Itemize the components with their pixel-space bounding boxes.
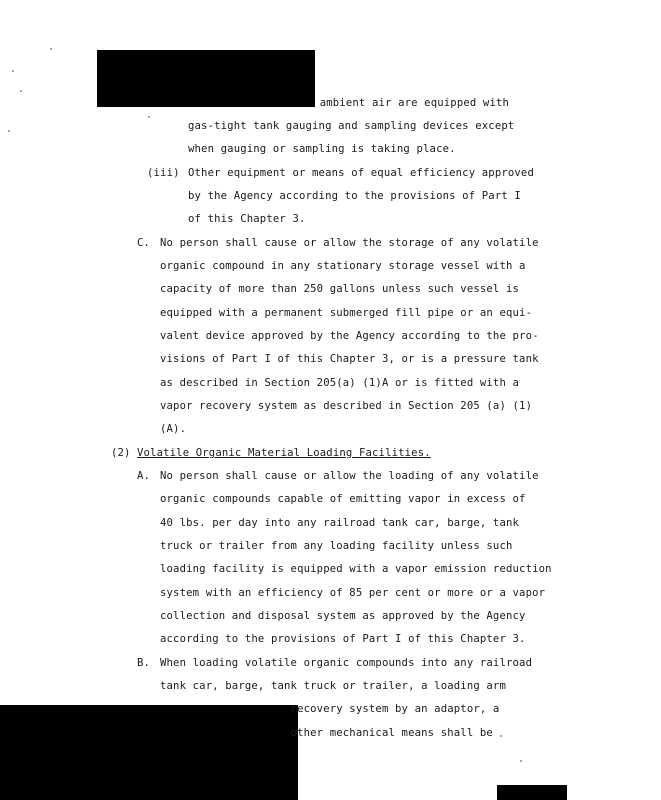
text-line: No person shall cause or allow the loading of any volatile <box>160 470 539 482</box>
text-line: according to the provisions of Part I of this Chapter 3. <box>160 633 526 645</box>
item-marker: C. <box>137 237 151 249</box>
item-marker: B. <box>137 657 151 669</box>
text-line: 40 lbs. per day into any railroad tank car, barge, tank <box>160 517 520 529</box>
section-heading: Volatile Organic Material Loading Facilities. <box>137 447 431 459</box>
text-line: loading facility is equipped with a vapor emission reduction <box>160 563 552 575</box>
text-line: collection and disposal system as approved by the Agency <box>160 610 526 622</box>
text-line: vapor recovery system as described in Section 205 (a) (1) <box>160 400 533 412</box>
item-marker: (iii) <box>147 167 180 179</box>
text-line: capacity of more than 250 gallons unless such vessel is <box>160 283 520 295</box>
scan-speck <box>148 116 150 118</box>
text-line: organic compound in any stationary storage vessel with a <box>160 260 526 272</box>
scan-speck <box>20 90 22 92</box>
scan-speck <box>520 760 522 762</box>
text-line: when gauging or sampling is taking place. <box>188 143 456 155</box>
text-line: (A). <box>160 423 187 435</box>
scan-speck <box>8 130 10 132</box>
text-line: Other equipment or means of equal efficiency approved <box>188 167 534 179</box>
text-line: valent device approved by the Agency according to the pro- <box>160 330 539 342</box>
text-line: tank car, barge, tank truck or trailer, a loading arm <box>160 680 506 692</box>
text-line: other mechanical means shall be <box>160 727 493 739</box>
item-marker: A. <box>137 470 151 482</box>
scan-speck <box>50 48 52 50</box>
text-line: organic compounds capable of emitting vapor in excess of <box>160 493 526 505</box>
scan-speck <box>500 735 502 737</box>
text-line: gas-tight tank gauging and sampling devices except <box>188 120 515 132</box>
text-line: When loading volatile organic compounds into any railroad <box>160 657 533 669</box>
text-line: as described in Section 205(a) (1)A or is fitted with a <box>160 377 520 389</box>
text-line: by the Agency according to the provisions of Part I <box>188 190 521 202</box>
text-line: recovery system by an adaptor, a <box>160 703 500 715</box>
redaction-block-bottom-right <box>497 785 567 800</box>
section-marker: (2) <box>111 447 131 459</box>
text-line: No person shall cause or allow the storage of any volatile <box>160 237 539 249</box>
text-line: truck or trailer from any loading facility unless such <box>160 540 513 552</box>
text-line: ambient air are equipped with <box>150 97 510 109</box>
text-line: equipped with a permanent submerged fill pipe or an equi- <box>160 307 533 319</box>
scan-speck <box>12 70 14 72</box>
redaction-block-bottom-left <box>0 705 298 800</box>
text-line: of this Chapter 3. <box>188 213 306 225</box>
text-line: system with an efficiency of 85 per cent or more or a vapor <box>160 587 546 599</box>
text-line: visions of Part I of this Chapter 3, or is a pressure tank <box>160 353 539 365</box>
